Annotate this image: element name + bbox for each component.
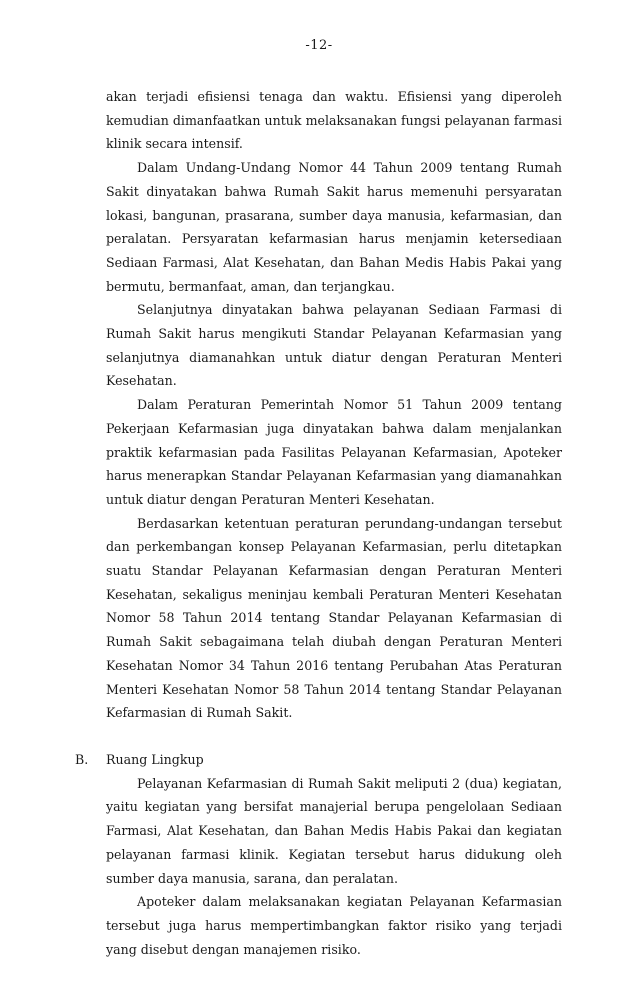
document-body xyxy=(75,85,562,961)
section-letter: B. xyxy=(75,751,89,767)
section-spacer xyxy=(106,725,562,748)
paragraph-pp-51-2009: Dalam Peraturan Pemerintah Nomor 51 Tahun 2009 tentang Pekerjaan Kefarmasian juga dinyatakan bahwa dalam menjalankan praktik kefarmasian pada Fasilitas Pelayanan Kefarmasian, Apoteker harus menerapkan Standar Pelayanan Kefarmasian yang diamanahkan untuk diatur dengan Peraturan Menteri Kesehatan. xyxy=(106,397,562,507)
page-number: -12- xyxy=(305,38,333,53)
paragraph-standar-pelayanan: Selanjutnya dinyatakan bahwa pelayanan Sediaan Farmasi di Rumah Sakit harus mengikuti Standar Pelayanan Kefarmasian yang selanjutnya diamanahkan untuk diatur dengan Peraturan Menteri Kesehatan. xyxy=(106,302,562,389)
paragraph-uu-44-2009: Dalam Undang-Undang Nomor 44 Tahun 2009 tentang Rumah Sakit dinyatakan bahwa Rumah Sakit harus memenuhi persyaratan lokasi, bangunan, prasarana, sumber daya manusia, kefarmasian, dan peralatan. Persyaratan kefarmasian harus menjamin ketersediaan Sediaan Farmasi, Alat Kesehatan, dan Bahan Medis Habis Pakai yang bermutu, bermanfaat, aman, dan terjangkau. xyxy=(106,160,562,294)
section-heading-ruang-lingkup xyxy=(75,748,562,772)
section-title: Ruang Lingkup xyxy=(106,751,204,767)
paragraph-berdasarkan: Berdasarkan ketentuan peraturan perundang-undangan tersebut dan perkembangan konsep Pelayanan Kefarmasian, perlu ditetapkan suatu Standar Pelayanan Kefarmasian dengan Peraturan Menteri Kesehatan, sekaligus meninjau kembali Peraturan Menteri Kesehatan Nomor 58 Tahun 2014 tentang Standar Pelayanan Kefarmasian di Rumah Sakit sebagaimana telah diubah dengan Peraturan Menteri Kesehatan Nomor 34 Tahun 2016 tentang Perubahan Atas Peraturan Menteri Kesehatan Nomor 58 Tahun 2014 tentang Standar Pelayanan Kefarmasian di Rumah Sakit. xyxy=(106,515,562,721)
paragraph-continuation: akan terjadi efisiensi tenaga dan waktu. Efisiensi yang diperoleh kemudian dimanfaatkan untuk melaksanakan fungsi pelayanan farmasi klinik secara intensif. xyxy=(106,89,562,152)
paragraph-ruang-lingkup-1: Pelayanan Kefarmasian di Rumah Sakit meliputi 2 (dua) kegiatan, yaitu kegiatan yang bersifat manajerial berupa pengelolaan Sediaan Farmasi, Alat Kesehatan, dan Bahan Medis Habis Pakai dan kegiatan pelayanan farmasi klinik. Kegiatan tersebut harus didukung oleh sumber daya manusia, sarana, dan peralatan. xyxy=(106,775,562,886)
paragraph-ruang-lingkup-2: Apoteker dalam melaksanakan kegiatan Pelayanan Kefarmasian tersebut juga harus mempertimbangkan faktor risiko yang terjadi yang disebut dengan manajemen risiko. xyxy=(106,894,562,957)
